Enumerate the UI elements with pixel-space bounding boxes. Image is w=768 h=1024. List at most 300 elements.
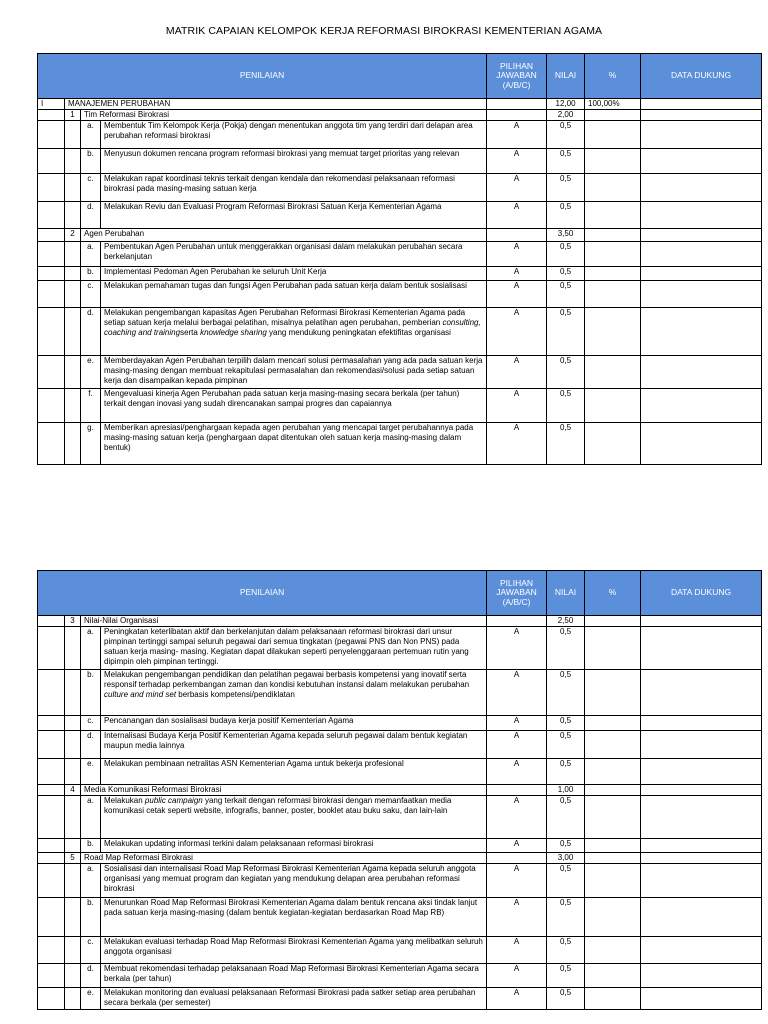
item-nilai: 0,5 — [547, 670, 585, 716]
assessment-table-2 — [37, 570, 762, 1010]
group-row — [38, 229, 762, 242]
data-dukung-cell — [641, 716, 762, 731]
empty-cell — [38, 110, 65, 121]
item-description — [101, 627, 487, 670]
jawaban-cell — [487, 853, 547, 864]
document-title: MATRIK CAPAIAN KELOMPOK KERJA REFORMASI BIROKRASI KEMENTERIAN AGAMA — [165, 25, 603, 37]
empty-cell — [38, 121, 65, 149]
empty-cell — [65, 308, 81, 356]
empty-cell — [38, 796, 65, 839]
group-row — [38, 616, 762, 627]
persen-cell — [585, 149, 641, 174]
item-nilai: 0,5 — [547, 898, 585, 937]
group-nilai: 2,50 — [547, 616, 585, 627]
empty-cell — [38, 149, 65, 174]
data-dukung-cell — [641, 988, 762, 1010]
item-row — [38, 308, 762, 356]
assessment-table-1 — [37, 53, 762, 465]
data-dukung-cell — [641, 898, 762, 937]
group-number: 2 — [65, 229, 81, 242]
item-jawaban: A — [487, 988, 547, 1010]
item-row — [38, 423, 762, 465]
item-letter: b. — [81, 267, 101, 281]
empty-cell — [38, 267, 65, 281]
section-nilai: 12,00 — [547, 99, 585, 110]
data-dukung-cell — [641, 759, 762, 785]
section-label: MANAJEMEN PERUBAHAN — [65, 99, 487, 110]
item-row — [38, 627, 762, 670]
empty-cell — [38, 174, 65, 202]
item-row — [38, 356, 762, 389]
text-segment: Pembentukan Agen Perubahan untuk menggerakkan organisasi dalam melakukan perubahan secara berkelanjutan — [104, 242, 463, 261]
empty-cell — [38, 202, 65, 229]
data-dukung-cell — [641, 174, 762, 202]
empty-cell — [38, 898, 65, 937]
item-jawaban: A — [487, 670, 547, 716]
text-segment: Membuat rekomendasi terhadap pelaksanaan Road Map Reformasi Birokrasi Kementerian Agama secara berkala (per tahun) — [104, 964, 479, 983]
data-dukung-cell — [641, 616, 762, 627]
empty-cell — [38, 785, 65, 796]
data-dukung-cell — [641, 731, 762, 759]
header-penilaian: PENILAIAN — [38, 54, 487, 99]
group-row — [38, 853, 762, 864]
text-segment: Melakukan — [104, 796, 145, 805]
item-letter: b. — [81, 898, 101, 937]
item-description — [101, 308, 487, 356]
item-jawaban: A — [487, 839, 547, 853]
empty-cell — [65, 988, 81, 1010]
item-description — [101, 389, 487, 423]
text-segment: Melakukan pembinaan netralitas ASN Kementerian Agama untuk bekerja profesional — [104, 759, 404, 768]
jawaban-cell — [487, 785, 547, 796]
header-data-dukung: DATA DUKUNG — [641, 54, 762, 99]
data-dukung-cell — [641, 308, 762, 356]
item-description — [101, 964, 487, 988]
persen-cell — [585, 267, 641, 281]
empty-cell — [38, 670, 65, 716]
jawaban-cell — [487, 229, 547, 242]
item-row — [38, 174, 762, 202]
item-jawaban: A — [487, 759, 547, 785]
group-nilai: 3,50 — [547, 229, 585, 242]
data-dukung-cell — [641, 670, 762, 716]
text-segment: Melakukan Reviu dan Evaluasi Program Reformasi Birokrasi Satuan Kerja Kementerian Agama — [104, 202, 442, 211]
empty-cell — [65, 759, 81, 785]
section-row — [38, 99, 762, 110]
persen-cell — [585, 616, 641, 627]
group-number: 5 — [65, 853, 81, 864]
empty-cell — [38, 616, 65, 627]
empty-cell — [38, 423, 65, 465]
persen-cell — [585, 308, 641, 356]
item-letter: f. — [81, 389, 101, 423]
text-segment: Melakukan pemahaman tugas dan fungsi Agen Perubahan pada satuan kerja dalam bentuk sosialisasi — [104, 281, 467, 290]
item-jawaban: A — [487, 796, 547, 839]
data-dukung-cell — [641, 796, 762, 839]
item-letter: c. — [81, 281, 101, 308]
item-jawaban: A — [487, 308, 547, 356]
item-row — [38, 121, 762, 149]
item-row — [38, 988, 762, 1010]
item-letter: d. — [81, 731, 101, 759]
persen-cell — [585, 759, 641, 785]
text-segment: Melakukan pengembangan pendidikan dan pelatihan pegawai berbasis kompetensi yang inovatif serta responsif terhadap perkembangan zaman dan kondisi kebutuhan instansi dalam melakukan perubahan — [104, 670, 470, 689]
item-description — [101, 202, 487, 229]
persen-cell — [585, 839, 641, 853]
item-letter: a. — [81, 796, 101, 839]
section-number: I — [38, 99, 65, 110]
jawaban-cell — [487, 616, 547, 627]
persen-cell — [585, 716, 641, 731]
empty-cell — [65, 174, 81, 202]
text-segment: Memberdayakan Agen Perubahan terpilih dalam mencari solusi permasalahan yang ada pada satuan kerja masing-masing dengan membuat rekapitulasi permasalahan dan rekomendasi/solusi pada setiap satuan kerja dan disampaikan kepada pimpinan — [104, 356, 483, 385]
item-letter: c. — [81, 937, 101, 964]
item-jawaban: A — [487, 423, 547, 465]
header-persen: % — [585, 571, 641, 616]
persen-cell — [585, 670, 641, 716]
header-persen: % — [585, 54, 641, 99]
empty-cell — [38, 839, 65, 853]
persen-cell — [585, 229, 641, 242]
text-segment: Melakukan pengembangan kapasitas Agen Perubahan Reformasi Birokrasi Kementerian Agama pada setiap satuan kerja melalui berbagai pelatihan, misalnya pelatihan agen perubahan, pemberian — [104, 308, 466, 327]
empty-cell — [65, 389, 81, 423]
text-segment: Melakukan monitoring dan evaluasi pelaksanaan Reformasi Birokrasi pada satker setiap area perubahan secara berkala (per semester) — [104, 988, 476, 1007]
empty-cell — [65, 267, 81, 281]
text-segment: Mengevaluasi kinerja Agen Perubahan pada satuan kerja masing-masing secara berkala (per tahun) terkait dengan inovasi yang sudah direncanakan sampai progres dan capaiannya — [104, 389, 460, 408]
text-segment: Melakukan updating informasi terkini dalam pelaksanaan reformasi birokrasi — [104, 839, 374, 848]
header-pilihan-jawaban: PILIHAN JAWABAN (A/B/C) — [487, 571, 547, 616]
item-jawaban: A — [487, 937, 547, 964]
jawaban-cell — [487, 99, 547, 110]
item-jawaban: A — [487, 267, 547, 281]
item-letter: a. — [81, 864, 101, 898]
item-description — [101, 174, 487, 202]
item-nilai: 0,5 — [547, 202, 585, 229]
item-description — [101, 716, 487, 731]
header-pilihan-jawaban: PILIHAN JAWABAN (A/B/C) — [487, 54, 547, 99]
persen-cell — [585, 785, 641, 796]
data-dukung-cell — [641, 627, 762, 670]
item-letter: b. — [81, 839, 101, 853]
item-letter: c. — [81, 174, 101, 202]
empty-cell — [65, 937, 81, 964]
item-description — [101, 121, 487, 149]
item-row — [38, 202, 762, 229]
empty-cell — [65, 356, 81, 389]
group-number: 1 — [65, 110, 81, 121]
data-dukung-cell — [641, 99, 762, 110]
group-nilai: 3,00 — [547, 853, 585, 864]
item-description — [101, 281, 487, 308]
data-dukung-cell — [641, 242, 762, 267]
item-jawaban: A — [487, 281, 547, 308]
header-nilai: NILAI — [547, 54, 585, 99]
group-label: Road Map Reformasi Birokrasi — [81, 853, 487, 864]
item-nilai: 0,5 — [547, 937, 585, 964]
text-segment: Membentuk Tim Kelompok Kerja (Pokja) dengan menentukan anggota tim yang terdiri dari delapan area perubahan reformasi birokrasi — [104, 121, 473, 140]
persen-cell — [585, 121, 641, 149]
data-dukung-cell — [641, 121, 762, 149]
persen-cell — [585, 988, 641, 1010]
persen-cell — [585, 356, 641, 389]
item-row — [38, 149, 762, 174]
item-description — [101, 988, 487, 1010]
item-description — [101, 670, 487, 716]
empty-cell — [38, 731, 65, 759]
empty-cell — [65, 731, 81, 759]
item-description — [101, 149, 487, 174]
item-jawaban: A — [487, 898, 547, 937]
item-nilai: 0,5 — [547, 988, 585, 1010]
text-segment: yang terkait dengan reformasi birokrasi dengan memanfaatkan media komunikasi cetak seperti website, infografis, banner, poster, booklet atau buku saku, dan lain-lain — [104, 796, 452, 815]
empty-cell — [65, 242, 81, 267]
item-letter: a. — [81, 242, 101, 267]
item-row — [38, 839, 762, 853]
item-nilai: 0,5 — [547, 864, 585, 898]
data-dukung-cell — [641, 149, 762, 174]
item-jawaban: A — [487, 174, 547, 202]
item-description — [101, 356, 487, 389]
item-description — [101, 731, 487, 759]
item-nilai: 0,5 — [547, 759, 585, 785]
empty-cell — [38, 964, 65, 988]
item-letter: d. — [81, 964, 101, 988]
italic-text: knowledge sharing — [200, 328, 267, 337]
item-row — [38, 898, 762, 937]
item-description — [101, 759, 487, 785]
item-letter: g. — [81, 423, 101, 465]
empty-cell — [65, 670, 81, 716]
data-dukung-cell — [641, 853, 762, 864]
item-row — [38, 267, 762, 281]
italic-text: public campaign — [144, 796, 203, 805]
text-segment: Melakukan rapat koordinasi teknis terkait dengan kendala dan rekomendasi pelaksanaan reformasi birokrasi pada masing-masing satuan kerja — [104, 174, 455, 193]
persen-cell — [585, 423, 641, 465]
item-nilai: 0,5 — [547, 174, 585, 202]
item-nilai: 0,5 — [547, 389, 585, 423]
item-nilai: 0,5 — [547, 121, 585, 149]
item-row — [38, 670, 762, 716]
persen-cell — [585, 389, 641, 423]
data-dukung-cell — [641, 229, 762, 242]
item-row — [38, 796, 762, 839]
item-jawaban: A — [487, 389, 547, 423]
text-segment: Melakukan evaluasi terhadap Road Map Reformasi Birokrasi Kementerian Agama yang melibatkan seluruh anggota organisasi — [104, 937, 483, 956]
empty-cell — [65, 149, 81, 174]
item-description — [101, 937, 487, 964]
data-dukung-cell — [641, 864, 762, 898]
item-nilai: 0,5 — [547, 308, 585, 356]
item-description — [101, 242, 487, 267]
item-row — [38, 716, 762, 731]
data-dukung-cell — [641, 389, 762, 423]
persen-cell — [585, 281, 641, 308]
data-dukung-cell — [641, 281, 762, 308]
persen-cell — [585, 964, 641, 988]
empty-cell — [38, 864, 65, 898]
empty-cell — [38, 937, 65, 964]
group-nilai: 1,00 — [547, 785, 585, 796]
item-letter: d. — [81, 308, 101, 356]
header-nilai: NILAI — [547, 571, 585, 616]
item-letter: c. — [81, 716, 101, 731]
italic-text: consulting, coaching and training — [104, 318, 481, 337]
item-jawaban: A — [487, 716, 547, 731]
text-segment: Implementasi Pedoman Agen Perubahan ke seluruh Unit Kerja — [104, 267, 327, 276]
item-letter: e. — [81, 988, 101, 1010]
group-label: Nilai-Nilai Organisasi — [81, 616, 487, 627]
item-description — [101, 898, 487, 937]
empty-cell — [65, 121, 81, 149]
item-description — [101, 839, 487, 853]
empty-cell — [38, 988, 65, 1010]
group-label: Agen Perubahan — [81, 229, 487, 242]
persen-cell — [585, 627, 641, 670]
item-letter: b. — [81, 149, 101, 174]
item-jawaban: A — [487, 864, 547, 898]
item-row — [38, 759, 762, 785]
item-nilai: 0,5 — [547, 627, 585, 670]
empty-cell — [65, 964, 81, 988]
item-row — [38, 864, 762, 898]
empty-cell — [65, 796, 81, 839]
empty-cell — [65, 864, 81, 898]
item-letter: a. — [81, 627, 101, 670]
item-letter: d. — [81, 202, 101, 229]
item-letter: a. — [81, 121, 101, 149]
table-2-body — [38, 616, 762, 1010]
persen-cell — [585, 796, 641, 839]
group-number: 4 — [65, 785, 81, 796]
empty-cell — [38, 389, 65, 423]
empty-cell — [65, 716, 81, 731]
persen-cell — [585, 853, 641, 864]
data-dukung-cell — [641, 937, 762, 964]
text-segment: Sosialisasi dan internalisasi Road Map Reformasi Birokrasi Kementerian Agama kepada seluruh anggota organisasi yang memuat program dan kegiatan yang mendukung delapan area perubahan reformasi birokrasi — [104, 864, 476, 893]
item-nilai: 0,5 — [547, 242, 585, 267]
item-nilai: 0,5 — [547, 356, 585, 389]
group-label: Tim Reformasi Birokrasi — [81, 110, 487, 121]
item-description — [101, 267, 487, 281]
jawaban-cell — [487, 110, 547, 121]
data-dukung-cell — [641, 964, 762, 988]
empty-cell — [38, 308, 65, 356]
text-segment: serta — [180, 328, 201, 337]
data-dukung-cell — [641, 423, 762, 465]
group-label: Media Komunikasi Reformasi Birokrasi — [81, 785, 487, 796]
item-nilai: 0,5 — [547, 964, 585, 988]
item-nilai: 0,5 — [547, 796, 585, 839]
text-segment: Pencanangan dan sosialisasi budaya kerja positif Kementerian Agama — [104, 716, 354, 725]
text-segment: Menurunkan Road Map Reformasi Birokrasi Kementerian Agama dalam bentuk rencana aksi tindak lanjut pada satuan kerja masing-masing (dalam bentuk kegiatan-kegiatan berdasarkan Road Map RB) — [104, 898, 478, 917]
empty-cell — [38, 853, 65, 864]
item-row — [38, 242, 762, 267]
group-row — [38, 110, 762, 121]
group-number: 3 — [65, 616, 81, 627]
text-segment: Internalisasi Budaya Kerja Positif Kementerian Agama kepada seluruh pegawai dalam bentuk kegiatan maupun media lainnya — [104, 731, 468, 750]
item-nilai: 0,5 — [547, 423, 585, 465]
group-row — [38, 785, 762, 796]
item-jawaban: A — [487, 121, 547, 149]
data-dukung-cell — [641, 356, 762, 389]
empty-cell — [65, 281, 81, 308]
item-nilai: 0,5 — [547, 281, 585, 308]
item-letter: e. — [81, 759, 101, 785]
item-row — [38, 281, 762, 308]
item-jawaban: A — [487, 964, 547, 988]
text-segment: Memberikan apresiasi/penghargaan kepada agen perubahan yang mencapai target perubahannya pada masing-masing satuan kerja (penghargaan dapat ditentukan oleh satuan kerja masing-masing dalam bentuk) — [104, 423, 474, 452]
item-letter: b. — [81, 670, 101, 716]
data-dukung-cell — [641, 267, 762, 281]
persen-cell — [585, 202, 641, 229]
data-dukung-cell — [641, 202, 762, 229]
persen-cell — [585, 110, 641, 121]
text-segment: berbasis kompetensi/pendiklatan — [176, 690, 295, 699]
persen-cell — [585, 864, 641, 898]
empty-cell — [38, 242, 65, 267]
item-description — [101, 796, 487, 839]
persen-cell — [585, 937, 641, 964]
empty-cell — [65, 627, 81, 670]
item-description — [101, 864, 487, 898]
empty-cell — [38, 716, 65, 731]
group-nilai: 2,00 — [547, 110, 585, 121]
item-row — [38, 964, 762, 988]
item-jawaban: A — [487, 731, 547, 759]
section-persen: 100,00% — [585, 99, 641, 110]
header-data-dukung: DATA DUKUNG — [641, 571, 762, 616]
empty-cell — [38, 281, 65, 308]
item-jawaban: A — [487, 356, 547, 389]
item-row — [38, 731, 762, 759]
italic-text: culture and mind set — [104, 690, 177, 699]
persen-cell — [585, 174, 641, 202]
empty-cell — [65, 839, 81, 853]
item-letter: e. — [81, 356, 101, 389]
empty-cell — [38, 356, 65, 389]
data-dukung-cell — [641, 785, 762, 796]
empty-cell — [65, 423, 81, 465]
empty-cell — [65, 898, 81, 937]
persen-cell — [585, 898, 641, 937]
persen-cell — [585, 731, 641, 759]
header-penilaian: PENILAIAN — [38, 571, 487, 616]
item-nilai: 0,5 — [547, 839, 585, 853]
text-segment: Menyusun dokumen rencana program reformasi birokrasi yang memuat target prioritas yang relevan — [104, 149, 460, 158]
item-row — [38, 389, 762, 423]
item-nilai: 0,5 — [547, 731, 585, 759]
item-description — [101, 423, 487, 465]
text-segment: yang mendukung peningkatan efektifitas organisasi — [266, 328, 451, 337]
item-jawaban: A — [487, 242, 547, 267]
data-dukung-cell — [641, 839, 762, 853]
table-1-body — [38, 99, 762, 465]
item-nilai: 0,5 — [547, 149, 585, 174]
item-row — [38, 937, 762, 964]
persen-cell — [585, 242, 641, 267]
empty-cell — [65, 202, 81, 229]
item-jawaban: A — [487, 149, 547, 174]
item-jawaban: A — [487, 627, 547, 670]
data-dukung-cell — [641, 110, 762, 121]
empty-cell — [38, 627, 65, 670]
empty-cell — [38, 229, 65, 242]
item-nilai: 0,5 — [547, 267, 585, 281]
item-jawaban: A — [487, 202, 547, 229]
text-segment: Peningkatan keterlibatan aktif dan berkelanjutan dalam pelaksanaan reformasi birokrasi dari unsur pimpinan tertinggi sampai seluruh pegawai dari semua tingkatan (pegawai PNS dan Non PNS) pada satuan kerja masing- masing. Kegiatan dapat dilakukan seperti penyelenggaraan pertemuan rutin yang dipimpin oleh pimpinan tertinggi. — [104, 627, 469, 666]
empty-cell — [38, 759, 65, 785]
item-nilai: 0,5 — [547, 716, 585, 731]
